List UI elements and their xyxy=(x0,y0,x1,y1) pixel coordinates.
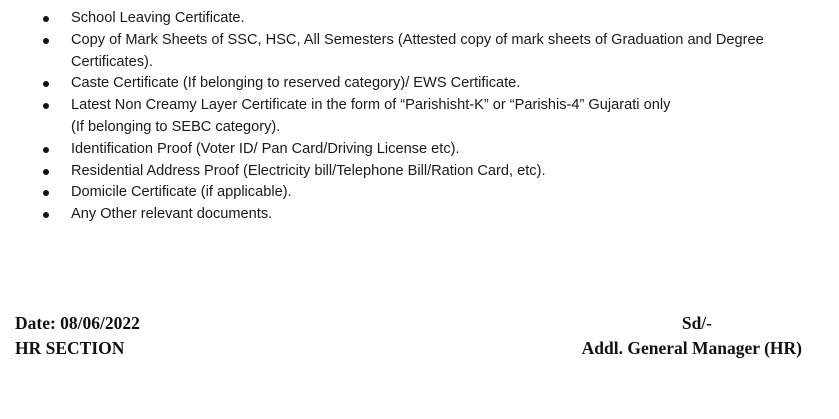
list-item-text: Latest Non Creamy Layer Certificate in the form of “Parishisht-K” or “Parishis-4” Gujarati only xyxy=(71,97,671,114)
list-item xyxy=(0,139,839,161)
bullet-icon xyxy=(43,81,49,87)
list-item xyxy=(0,204,839,226)
bullet-icon xyxy=(43,38,49,44)
footer-right xyxy=(582,311,802,361)
signature-mark: Sd/- xyxy=(681,313,712,333)
list-item xyxy=(0,30,839,74)
list-item-text: Caste Certificate (If belonging to reserved category)/ EWS Certificate. xyxy=(71,75,521,92)
signatory-designation: Addl. General Manager (HR) xyxy=(581,338,802,358)
bullet-icon xyxy=(43,212,49,218)
bullet-icon xyxy=(43,16,49,22)
list-item xyxy=(0,161,839,183)
list-item xyxy=(0,73,839,95)
list-item-text-continuation: Certificates). xyxy=(71,53,153,70)
list-item xyxy=(0,182,839,204)
list-item-text: Residential Address Proof (Electricity bill/Telephone Bill/Ration Card, etc). xyxy=(71,162,546,179)
list-item-text: School Leaving Certificate. xyxy=(71,10,245,26)
bullet-icon xyxy=(43,103,49,109)
list-item-text: Domicile Certificate (if applicable). xyxy=(71,184,292,201)
list-item xyxy=(0,8,839,30)
footer-left xyxy=(15,311,140,361)
list-item-text: Identification Proof (Voter ID/ Pan Card/Driving License etc). xyxy=(71,140,460,157)
list-item-text-continuation: (If belonging to SEBC category). xyxy=(71,118,281,135)
bullet-icon xyxy=(43,147,49,153)
issuing-section: HR SECTION xyxy=(15,338,125,358)
bullet-icon xyxy=(43,190,49,196)
list-item xyxy=(0,95,839,139)
bullet-icon xyxy=(43,169,49,175)
notice-date: Date: 08/06/2022 xyxy=(15,313,140,333)
list-item-text: Any Other relevant documents. xyxy=(71,206,273,223)
required-documents-list xyxy=(0,8,839,226)
list-item-text: Copy of Mark Sheets of SSC, HSC, All Semesters (Attested copy of mark sheets of Graduation and Degree xyxy=(71,31,764,48)
